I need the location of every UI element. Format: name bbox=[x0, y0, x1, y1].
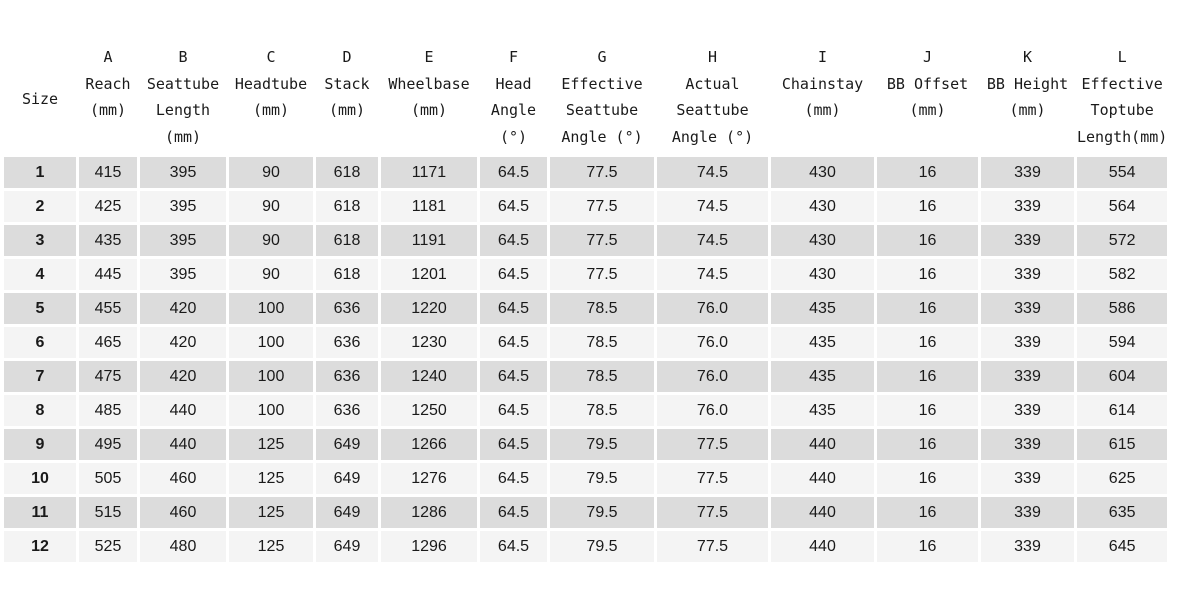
table-cell: 1240 bbox=[381, 361, 477, 392]
table-row bbox=[4, 293, 1167, 324]
table-cell: 430 bbox=[771, 259, 874, 290]
table-cell: 618 bbox=[316, 157, 378, 188]
table-cell: 79.5 bbox=[550, 429, 654, 460]
table-cell: 77.5 bbox=[657, 429, 768, 460]
table-cell: 339 bbox=[981, 225, 1074, 256]
table-cell: 615 bbox=[1077, 429, 1167, 460]
table-cell: 77.5 bbox=[657, 531, 768, 562]
table-cell: 636 bbox=[316, 327, 378, 358]
table-cell: 77.5 bbox=[550, 259, 654, 290]
table-cell: 525 bbox=[79, 531, 137, 562]
table-cell: 425 bbox=[79, 191, 137, 222]
table-cell: 1266 bbox=[381, 429, 477, 460]
table-cell: 339 bbox=[981, 191, 1074, 222]
table-cell: 79.5 bbox=[550, 531, 654, 562]
table-cell: 339 bbox=[981, 531, 1074, 562]
table-cell: 16 bbox=[877, 497, 978, 528]
column-header: B Seattube Length (mm) bbox=[146, 48, 220, 146]
column-header: I Chainstay (mm) bbox=[781, 48, 864, 119]
table-cell: 495 bbox=[79, 429, 137, 460]
table-cell: 649 bbox=[316, 429, 378, 460]
table-row bbox=[4, 259, 1167, 290]
column-header: F Head Angle (°) bbox=[490, 48, 537, 146]
table-cell: 16 bbox=[877, 327, 978, 358]
table-cell: 78.5 bbox=[550, 361, 654, 392]
table-cell: 564 bbox=[1077, 191, 1167, 222]
table-cell: 339 bbox=[981, 361, 1074, 392]
table-cell: 64.5 bbox=[480, 157, 547, 188]
table-cell: 339 bbox=[981, 429, 1074, 460]
table-row bbox=[4, 157, 1167, 188]
table-cell: 636 bbox=[316, 395, 378, 426]
table-cell: 395 bbox=[140, 157, 226, 188]
table-cell: 77.5 bbox=[657, 463, 768, 494]
table-cell: 77.5 bbox=[550, 157, 654, 188]
table-cell: 582 bbox=[1077, 259, 1167, 290]
table-cell: 79.5 bbox=[550, 497, 654, 528]
table-cell: 125 bbox=[229, 531, 313, 562]
table-cell: 636 bbox=[316, 293, 378, 324]
size-cell: 4 bbox=[4, 259, 76, 290]
size-cell: 6 bbox=[4, 327, 76, 358]
table-cell: 77.5 bbox=[550, 225, 654, 256]
table-cell: 420 bbox=[140, 361, 226, 392]
table-cell: 649 bbox=[316, 531, 378, 562]
table-cell: 465 bbox=[79, 327, 137, 358]
table-cell: 460 bbox=[140, 497, 226, 528]
table-cell: 395 bbox=[140, 225, 226, 256]
table-cell: 339 bbox=[981, 293, 1074, 324]
table-cell: 1286 bbox=[381, 497, 477, 528]
table-row bbox=[4, 429, 1167, 460]
table-cell: 339 bbox=[981, 327, 1074, 358]
table-cell: 1230 bbox=[381, 327, 477, 358]
table-cell: 125 bbox=[229, 463, 313, 494]
table-cell: 64.5 bbox=[480, 361, 547, 392]
size-cell: 11 bbox=[4, 497, 76, 528]
table-row bbox=[4, 191, 1167, 222]
size-header: Size bbox=[21, 89, 59, 108]
table-cell: 64.5 bbox=[480, 293, 547, 324]
table-cell: 78.5 bbox=[550, 327, 654, 358]
table-cell: 1296 bbox=[381, 531, 477, 562]
table-cell: 440 bbox=[771, 497, 874, 528]
column-header: D Stack (mm) bbox=[324, 48, 370, 119]
table-cell: 64.5 bbox=[480, 429, 547, 460]
table-cell: 455 bbox=[79, 293, 137, 324]
table-cell: 64.5 bbox=[480, 327, 547, 358]
table-cell: 395 bbox=[140, 191, 226, 222]
table-cell: 618 bbox=[316, 191, 378, 222]
table-cell: 614 bbox=[1077, 395, 1167, 426]
column-header: L Effective Toptube Length(mm) bbox=[1077, 48, 1168, 146]
table-cell: 16 bbox=[877, 293, 978, 324]
table-cell: 16 bbox=[877, 259, 978, 290]
table-row bbox=[4, 395, 1167, 426]
table-cell: 445 bbox=[79, 259, 137, 290]
table-cell: 435 bbox=[771, 293, 874, 324]
table-cell: 515 bbox=[79, 497, 137, 528]
table-cell: 78.5 bbox=[550, 395, 654, 426]
table-cell: 415 bbox=[79, 157, 137, 188]
table-cell: 1201 bbox=[381, 259, 477, 290]
table-cell: 505 bbox=[79, 463, 137, 494]
table-cell: 79.5 bbox=[550, 463, 654, 494]
table-cell: 430 bbox=[771, 191, 874, 222]
table-row bbox=[4, 361, 1167, 392]
size-cell: 3 bbox=[4, 225, 76, 256]
table-cell: 485 bbox=[79, 395, 137, 426]
table-cell: 618 bbox=[316, 225, 378, 256]
table-cell: 1171 bbox=[381, 157, 477, 188]
table-cell: 430 bbox=[771, 225, 874, 256]
table-cell: 74.5 bbox=[657, 225, 768, 256]
table-cell: 64.5 bbox=[480, 225, 547, 256]
table-cell: 74.5 bbox=[657, 259, 768, 290]
table-cell: 16 bbox=[877, 395, 978, 426]
table-cell: 480 bbox=[140, 531, 226, 562]
table-cell: 649 bbox=[316, 463, 378, 494]
table-cell: 395 bbox=[140, 259, 226, 290]
column-header: G Effective Seattube Angle (°) bbox=[561, 48, 643, 146]
table-cell: 586 bbox=[1077, 293, 1167, 324]
table-cell: 74.5 bbox=[657, 191, 768, 222]
size-cell: 12 bbox=[4, 531, 76, 562]
table-cell: 636 bbox=[316, 361, 378, 392]
table-cell: 420 bbox=[140, 327, 226, 358]
table-cell: 16 bbox=[877, 429, 978, 460]
table-cell: 645 bbox=[1077, 531, 1167, 562]
size-cell: 5 bbox=[4, 293, 76, 324]
table-cell: 64.5 bbox=[480, 531, 547, 562]
table-cell: 78.5 bbox=[550, 293, 654, 324]
table-cell: 1220 bbox=[381, 293, 477, 324]
size-cell: 8 bbox=[4, 395, 76, 426]
column-header: A Reach (mm) bbox=[85, 48, 131, 119]
column-header: H Actual Seattube Angle (°) bbox=[671, 48, 754, 146]
table-cell: 90 bbox=[229, 191, 313, 222]
table-cell: 572 bbox=[1077, 225, 1167, 256]
table-cell: 90 bbox=[229, 225, 313, 256]
table-cell: 604 bbox=[1077, 361, 1167, 392]
table-cell: 339 bbox=[981, 463, 1074, 494]
column-header: K BB Height (mm) bbox=[986, 48, 1069, 119]
size-cell: 7 bbox=[4, 361, 76, 392]
table-cell: 64.5 bbox=[480, 191, 547, 222]
table-cell: 16 bbox=[877, 361, 978, 392]
table-cell: 16 bbox=[877, 531, 978, 562]
table-cell: 125 bbox=[229, 497, 313, 528]
table-cell: 64.5 bbox=[480, 395, 547, 426]
table-row bbox=[4, 531, 1167, 562]
table-cell: 339 bbox=[981, 259, 1074, 290]
table-cell: 100 bbox=[229, 327, 313, 358]
table-cell: 339 bbox=[981, 157, 1074, 188]
table-cell: 440 bbox=[140, 429, 226, 460]
table-cell: 1181 bbox=[381, 191, 477, 222]
column-header: J BB Offset (mm) bbox=[886, 48, 969, 119]
table-cell: 435 bbox=[771, 361, 874, 392]
table-cell: 77.5 bbox=[657, 497, 768, 528]
table-cell: 594 bbox=[1077, 327, 1167, 358]
table-cell: 100 bbox=[229, 395, 313, 426]
header-row bbox=[4, 44, 1167, 154]
table-cell: 100 bbox=[229, 293, 313, 324]
table-cell: 625 bbox=[1077, 463, 1167, 494]
table-cell: 76.0 bbox=[657, 293, 768, 324]
table-cell: 435 bbox=[79, 225, 137, 256]
table-cell: 16 bbox=[877, 463, 978, 494]
table-cell: 440 bbox=[771, 429, 874, 460]
table-row bbox=[4, 225, 1167, 256]
table-cell: 1276 bbox=[381, 463, 477, 494]
table-cell: 64.5 bbox=[480, 497, 547, 528]
table-cell: 76.0 bbox=[657, 395, 768, 426]
table-cell: 16 bbox=[877, 157, 978, 188]
table-cell: 554 bbox=[1077, 157, 1167, 188]
geometry-table bbox=[1, 41, 1170, 565]
table-row bbox=[4, 327, 1167, 358]
table-cell: 76.0 bbox=[657, 327, 768, 358]
column-header: C Headtube (mm) bbox=[234, 48, 308, 119]
table-cell: 100 bbox=[229, 361, 313, 392]
size-cell: 1 bbox=[4, 157, 76, 188]
table-cell: 440 bbox=[140, 395, 226, 426]
table-cell: 16 bbox=[877, 191, 978, 222]
size-cell: 9 bbox=[4, 429, 76, 460]
table-cell: 1250 bbox=[381, 395, 477, 426]
table-cell: 64.5 bbox=[480, 259, 547, 290]
table-cell: 420 bbox=[140, 293, 226, 324]
table-cell: 125 bbox=[229, 429, 313, 460]
table-cell: 76.0 bbox=[657, 361, 768, 392]
table-cell: 64.5 bbox=[480, 463, 547, 494]
table-row bbox=[4, 463, 1167, 494]
table-cell: 77.5 bbox=[550, 191, 654, 222]
table-cell: 435 bbox=[771, 327, 874, 358]
table-cell: 649 bbox=[316, 497, 378, 528]
table-cell: 430 bbox=[771, 157, 874, 188]
size-cell: 10 bbox=[4, 463, 76, 494]
table-cell: 16 bbox=[877, 225, 978, 256]
table-cell: 339 bbox=[981, 395, 1074, 426]
table-cell: 90 bbox=[229, 157, 313, 188]
table-cell: 635 bbox=[1077, 497, 1167, 528]
table-cell: 475 bbox=[79, 361, 137, 392]
table-cell: 339 bbox=[981, 497, 1074, 528]
table-body bbox=[4, 157, 1167, 562]
table-cell: 90 bbox=[229, 259, 313, 290]
table-cell: 618 bbox=[316, 259, 378, 290]
table-row bbox=[4, 497, 1167, 528]
column-header: E Wheelbase (mm) bbox=[388, 48, 470, 119]
table-cell: 440 bbox=[771, 531, 874, 562]
table-cell: 460 bbox=[140, 463, 226, 494]
table-cell: 440 bbox=[771, 463, 874, 494]
table-cell: 74.5 bbox=[657, 157, 768, 188]
table-cell: 435 bbox=[771, 395, 874, 426]
size-cell: 2 bbox=[4, 191, 76, 222]
table-cell: 1191 bbox=[381, 225, 477, 256]
